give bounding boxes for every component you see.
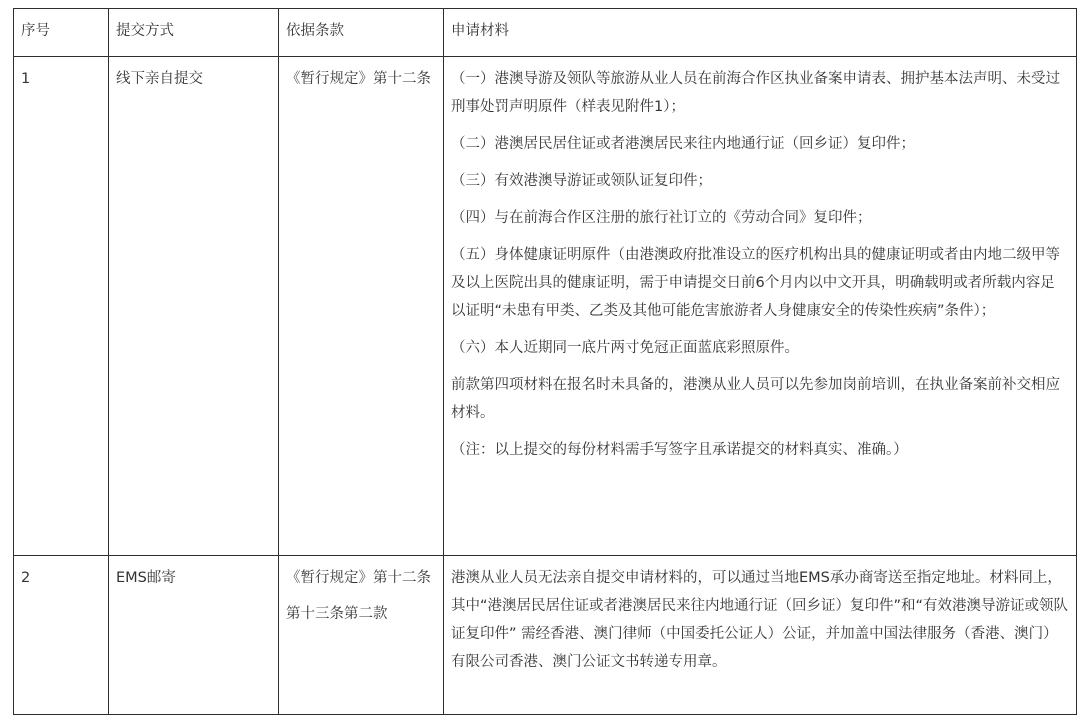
material-note: 前款第四项材料在报名时未具备的，港澳从业人员可以先参加岗前培训，在执业备案前补交相应材料。 bbox=[451, 377, 1060, 421]
header-method: 提交方式 bbox=[109, 9, 279, 57]
submission-method: EMS邮寄 bbox=[109, 556, 279, 715]
materials-cell bbox=[444, 556, 1077, 715]
material-item: （五）身体健康证明原件（由港澳政府批准设立的医疗机构出具的健康证明或者由内地二级甲等及以上医院出具的健康证明，需于申请提交日前6个月内以中文开具，明确载明或者所载内容足以证明“未患有甲类、乙类及其他可能危害旅游者人身健康安全的传染性疾病”条件）； bbox=[451, 247, 1060, 319]
materials-cell bbox=[444, 57, 1077, 556]
material-item: （一）港澳导游及领队等旅游从业人员在前海合作区执业备案申请表、拥护基本法声明、未受过刑事处罚声明原件（样表见附件1）； bbox=[451, 71, 1060, 115]
material-item: （四）与在前海合作区注册的旅行社订立的《劳动合同》复印件； bbox=[451, 210, 872, 226]
material-note: （注：以上提交的每份材料需手写签字且承诺提交的材料真实、准确。） bbox=[451, 442, 908, 458]
row-number: 2 bbox=[14, 556, 109, 715]
table-row bbox=[14, 556, 1077, 715]
basis-clause: 第十三条第二款 bbox=[286, 606, 388, 622]
basis-clause: 《暂行规定》第十二条 bbox=[286, 570, 431, 586]
header-materials: 申请材料 bbox=[444, 9, 1077, 57]
material-item: 港澳从业人员无法亲自提交申请材料的，可以通过当地EMS承办商寄送至指定地址。材料同上，其中“港澳居民居住证或者港澳居民来往内地通行证（回乡证）复印件”和“有效港澳导游证或领队证复印件” 需经香港、澳门律师（中国委托公证人）公证，并加盖中国法律服务（香港、澳门）有限公司香港、澳门公证文书转递专用章。 bbox=[451, 570, 1069, 670]
header-no: 序号 bbox=[14, 9, 109, 57]
table-row bbox=[14, 57, 1077, 556]
row-number: 1 bbox=[14, 57, 109, 556]
application-materials-table bbox=[13, 8, 1077, 715]
submission-method: 线下亲自提交 bbox=[109, 57, 279, 556]
material-item: （六）本人近期同一底片两寸免冠正面蓝底彩照原件。 bbox=[451, 340, 799, 356]
basis-clause-cell bbox=[279, 556, 444, 715]
header-basis: 依据条款 bbox=[279, 9, 444, 57]
basis-clause-cell bbox=[279, 57, 444, 556]
basis-clause: 《暂行规定》第十二条 bbox=[286, 71, 431, 87]
table-header-row bbox=[14, 9, 1077, 57]
material-item: （三）有效港澳导游证或领队证复印件； bbox=[451, 173, 712, 189]
material-item: （二）港澳居民居住证或者港澳居民来往内地通行证（回乡证）复印件； bbox=[451, 136, 915, 152]
